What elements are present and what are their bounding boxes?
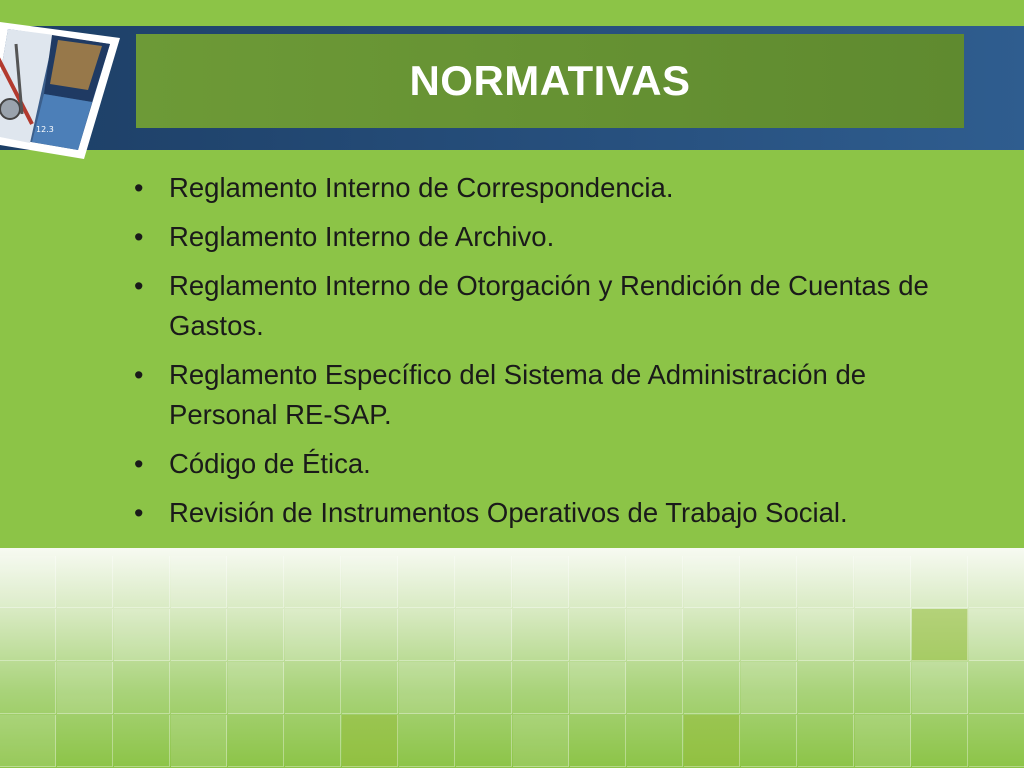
footer-tile [0,556,56,608]
footer-tile [342,609,398,661]
footer-tile [741,556,797,608]
footer-tile [912,556,968,608]
footer-tile [570,556,626,608]
bullet-icon: • [134,222,144,252]
footer-tile [0,662,56,714]
footer-tile [114,556,170,608]
footer-tile [684,556,740,608]
footer-tile [855,609,911,661]
footer-tile [57,609,113,661]
footer-tile [798,609,854,661]
footer-tile [741,662,797,714]
list-item-text: Código de Ética. [169,448,371,479]
footer-tile [285,556,341,608]
footer-tile [684,715,740,767]
footer-tile [798,715,854,767]
list-item-text: Revisión de Instrumentos Operativos de Trabajo Social. [169,497,848,528]
footer-tile [57,556,113,608]
footer-tile [285,715,341,767]
footer-tile [342,662,398,714]
footer-tile [171,556,227,608]
footer-tile [513,662,569,714]
footer-tile [228,609,284,661]
footer-tile [228,556,284,608]
footer-tile [969,715,1024,767]
footer-tile [741,609,797,661]
footer-tile [456,556,512,608]
stethoscope-photo [0,14,122,159]
list-item-text: Reglamento Interno de Archivo. [169,221,555,252]
footer-tile-grid [0,548,1024,768]
footer-tile [798,556,854,608]
footer-tile [912,662,968,714]
footer-tile [399,556,455,608]
list-item [132,493,952,533]
bullet-content [132,168,952,542]
footer-tile [627,609,683,661]
footer-tile [456,715,512,767]
footer-tile [684,609,740,661]
footer-tile [627,662,683,714]
footer-tile [969,609,1024,661]
footer-tile [627,715,683,767]
footer-tile [342,556,398,608]
footer-tile [969,662,1024,714]
footer-tile [342,715,398,767]
footer-tile [0,715,56,767]
footer-tile [912,609,968,661]
footer-tile [114,715,170,767]
list-item [132,168,952,208]
footer-tile [57,662,113,714]
footer-tile [570,662,626,714]
bullet-icon: • [134,498,144,528]
footer-tile [0,609,56,661]
footer-tile [684,662,740,714]
footer-tile [456,609,512,661]
footer-tile [114,609,170,661]
footer-tile [627,556,683,608]
list-item-text: Reglamento Específico del Sistema de Administración de Personal RE-SAP. [169,359,867,430]
footer-tile [399,662,455,714]
top-strip [0,0,1024,26]
footer-tile [114,662,170,714]
footer-tile [513,715,569,767]
svg-text:12.3: 12.3 [36,125,54,134]
footer-tile [456,662,512,714]
bullet-list [132,168,952,533]
footer-tile [399,715,455,767]
footer-tile [855,715,911,767]
list-item-text: Reglamento Interno de Otorgación y Rendición de Cuentas de Gastos. [169,270,929,341]
footer-tile [741,715,797,767]
footer-tile [285,662,341,714]
footer-tile [285,609,341,661]
list-item [132,217,952,257]
footer-tile [969,556,1024,608]
list-item [132,266,952,346]
bullet-icon: • [134,271,144,301]
footer-tile [171,715,227,767]
footer-tile [570,715,626,767]
title-box [136,34,964,128]
bullet-icon: • [134,360,144,390]
list-item [132,355,952,435]
footer-tile [228,662,284,714]
footer-tile [798,662,854,714]
list-item-text: Reglamento Interno de Correspondencia. [169,172,674,203]
list-item [132,444,952,484]
page-title: NORMATIVAS [409,57,691,104]
footer-tile [513,556,569,608]
footer-tile [171,662,227,714]
bullet-icon: • [134,173,144,203]
footer-tile [912,715,968,767]
footer-tile [171,609,227,661]
footer-tile [855,662,911,714]
footer-tile [570,609,626,661]
footer-tile [399,609,455,661]
bullet-icon: • [134,449,144,479]
footer-tile [513,609,569,661]
footer-tile [228,715,284,767]
footer-tile [855,556,911,608]
footer-tile [57,715,113,767]
